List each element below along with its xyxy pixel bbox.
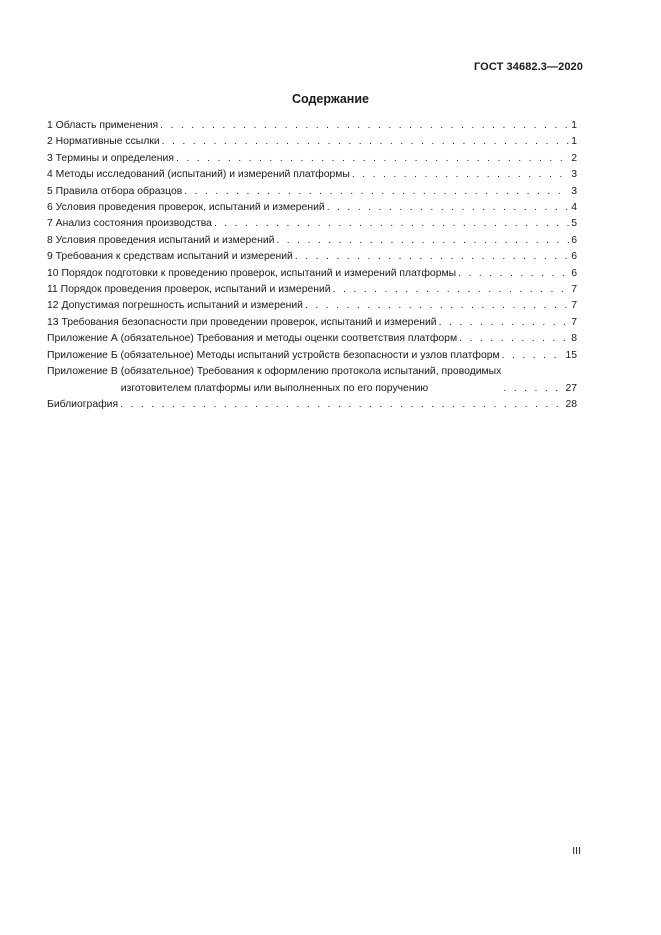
toc-entry-10[interactable]: [47, 266, 577, 282]
toc-entry-page: 7: [571, 300, 577, 312]
toc-entry-page: 1: [571, 136, 577, 148]
toc-entry-label: 3 Термины и определения: [47, 152, 174, 164]
appendix-prefix: Приложение В: [47, 366, 118, 378]
toc-entry-page: 6: [571, 267, 577, 279]
toc-entry-9[interactable]: [47, 249, 577, 265]
document-header: ГОСТ 34682.3—2020: [473, 61, 583, 73]
dot-leader: [459, 331, 569, 347]
dot-leader: [160, 118, 569, 134]
toc-entry-label: 1 Область применения: [47, 120, 159, 131]
toc-entry-label: 11 Порядок проведения проверок, испытаний и измерений: [47, 284, 331, 296]
table-of-contents: [47, 118, 577, 413]
toc-entry-label: Библиография: [47, 398, 119, 410]
toc-entry-3[interactable]: [47, 151, 577, 167]
toc-entry-page: 4: [571, 202, 577, 214]
toc-entry-label: 12 Допустимая погрешность испытаний и измерений: [47, 300, 303, 312]
dot-leader: [184, 184, 569, 200]
toc-entry-appendix-b[interactable]: [47, 348, 577, 364]
toc-entry-page: 6: [571, 251, 577, 263]
toc-entry-label: 4 Методы исследований (испытаний) и измерений платформы: [47, 169, 350, 181]
dot-leader: [295, 249, 569, 265]
page-title: Содержание: [291, 92, 369, 106]
dot-leader: [333, 282, 570, 298]
toc-entry-7[interactable]: [47, 216, 577, 232]
toc-entry-page: 2: [571, 152, 577, 164]
toc-entry-label: 5 Правила отбора образцов: [47, 185, 183, 197]
appendix-title-line-2: изготовителем платформы или выполненных по его поручению: [120, 382, 429, 394]
toc-entry-page: 3: [571, 185, 577, 197]
page-number: III: [572, 845, 581, 857]
toc-entry-label: 9 Требования к средствам испытаний и измерений: [47, 251, 293, 263]
dot-leader: [162, 134, 570, 150]
toc-entry-4[interactable]: [47, 167, 577, 183]
toc-entry-bibliography[interactable]: [47, 397, 577, 413]
toc-entry-11[interactable]: [47, 282, 577, 298]
toc-entry-12[interactable]: [47, 298, 577, 314]
toc-entry-page: 7: [571, 284, 577, 296]
toc-entry-label: 8 Условия проведения испытаний и измерений: [47, 234, 275, 246]
toc-entry-label: 7 Анализ состояния производства: [47, 218, 212, 230]
toc-entry-6[interactable]: [47, 200, 577, 216]
toc-entry-page: 7: [571, 316, 577, 328]
toc-entry-page: 1: [571, 120, 577, 131]
toc-entry-label: Приложение Б (обязательное) Методы испытаний устройств безопасности и узлов платформ: [47, 349, 500, 361]
toc-entry-1[interactable]: [47, 118, 577, 134]
toc-entry-page: 5: [571, 218, 577, 230]
dot-leader: [120, 397, 563, 413]
dot-leader: [458, 266, 569, 282]
dot-leader: [439, 315, 570, 331]
toc-entry-label: 10 Порядок подготовки к проведению проверок, испытаний и измерений платформы: [47, 267, 457, 279]
dot-leader: [305, 298, 569, 314]
appendix-title-line-1: (обязательное) Требования к оформлению протокола испытаний, проводимых: [120, 366, 502, 378]
toc-entry-label: 13 Требования безопасности при проведении проверок, испытаний и измерений: [47, 316, 437, 328]
toc-entry-page: 8: [571, 333, 577, 345]
toc-entry-appendix-v[interactable]: [47, 364, 577, 397]
appendix-title-lines: [121, 364, 502, 397]
toc-entry-page: 28: [565, 398, 577, 410]
dot-leader: [327, 200, 570, 216]
dot-leader: [214, 216, 569, 232]
toc-entry-8[interactable]: [47, 233, 577, 249]
toc-entry-label: 2 Нормативные ссылки: [47, 136, 160, 148]
dot-leader: [503, 381, 563, 397]
toc-entry-page: 3: [571, 169, 577, 181]
toc-entry-appendix-a[interactable]: [47, 331, 577, 347]
toc-entry-5[interactable]: [47, 184, 577, 200]
dot-leader: [176, 151, 569, 167]
toc-entry-label: Приложение А (обязательное) Требования и методы оценки соответствия платформ: [47, 333, 458, 345]
toc-entry-13[interactable]: [47, 315, 577, 331]
toc-entry-2[interactable]: [47, 134, 577, 150]
toc-entry-page: 27: [565, 382, 577, 394]
toc-entry-page: 15: [565, 349, 577, 361]
dot-leader: [502, 348, 564, 364]
toc-entry-label: [47, 364, 501, 397]
toc-entry-label: 6 Условия проведения проверок, испытаний и измерений: [47, 202, 325, 214]
dot-leader: [352, 167, 569, 183]
dot-leader: [276, 233, 569, 249]
toc-entry-page: 6: [571, 234, 577, 246]
